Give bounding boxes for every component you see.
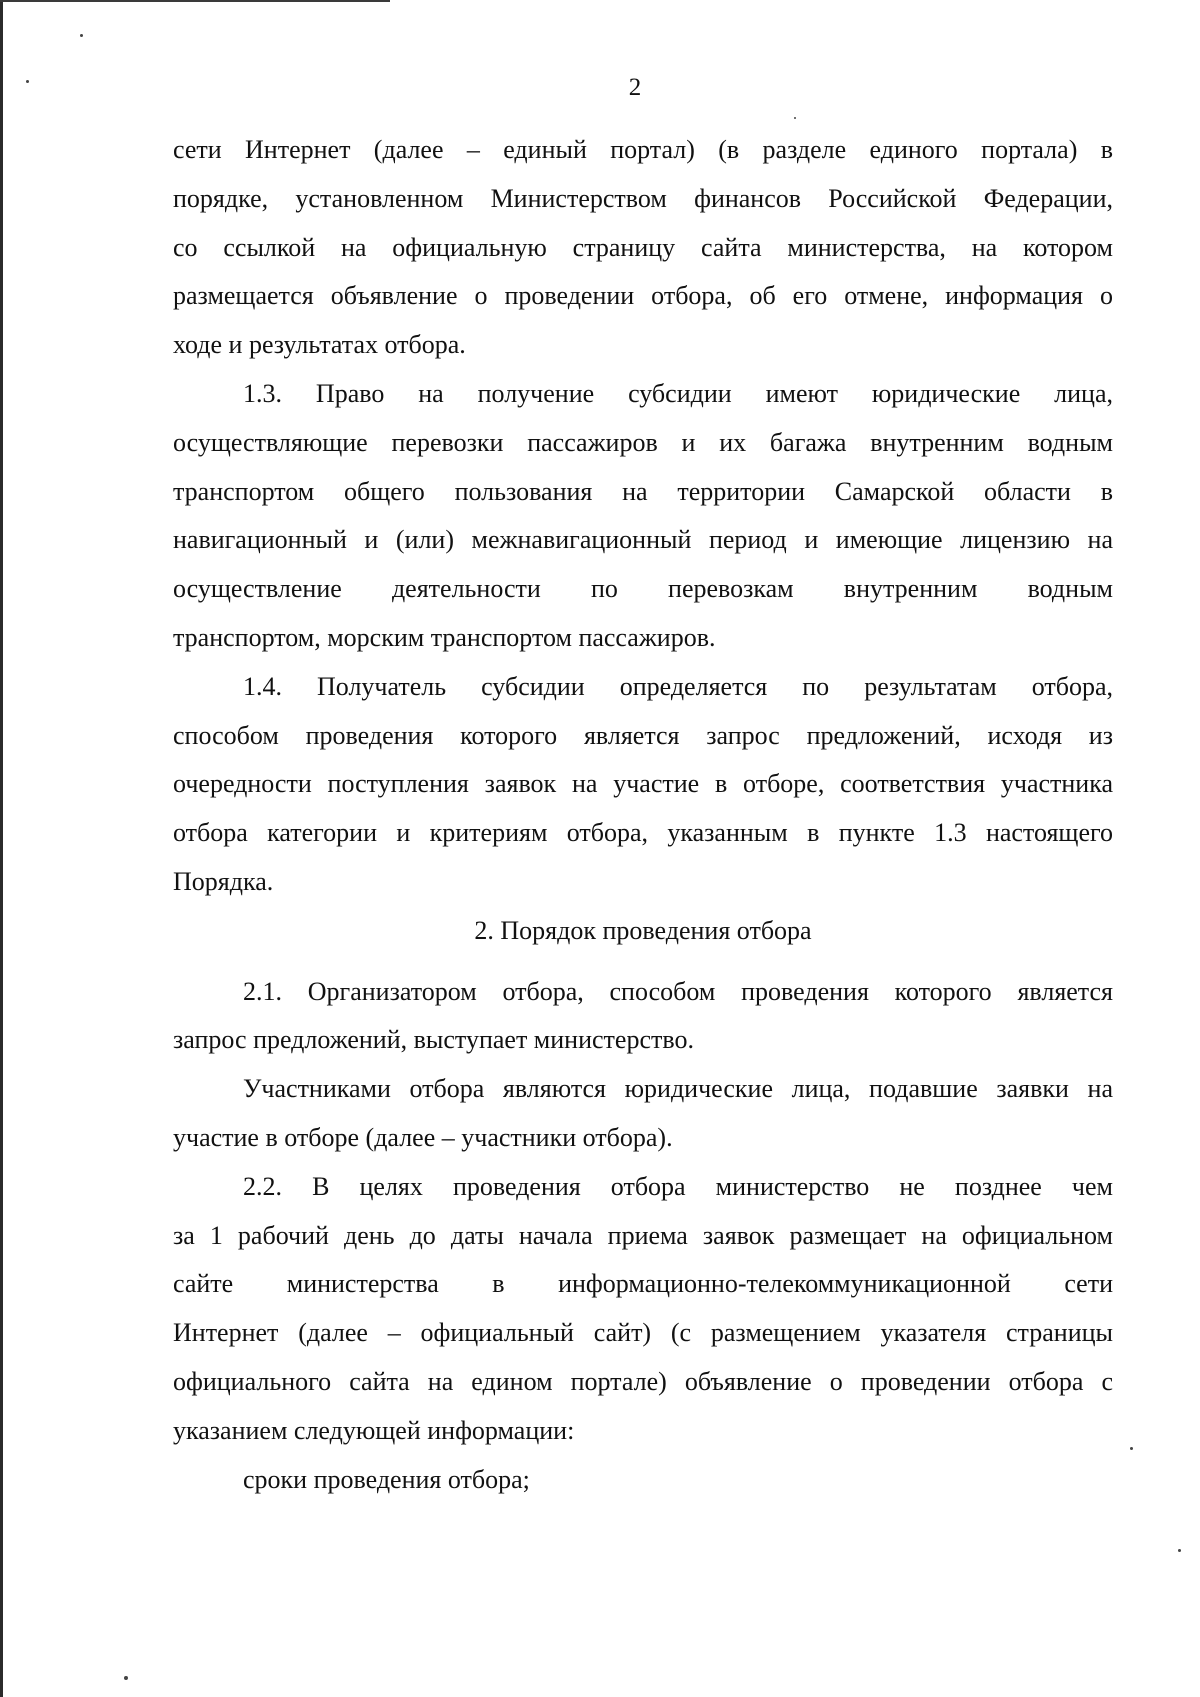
text-line: указанием следующей информации:	[173, 1415, 575, 1445]
scan-speck	[794, 117, 796, 119]
scan-speck	[1130, 1447, 1133, 1450]
text-line: Порядка.	[173, 866, 274, 896]
text-line: со ссылкой на официальную страницу сайта министерства, на котором	[173, 232, 1113, 262]
text-line: транспортом, морским транспортом пассажиров.	[173, 622, 716, 652]
text-line: 2.1. Организатором отбора, способом проведения которого является	[243, 976, 1113, 1006]
text-line: ходе и результатах отбора.	[173, 330, 466, 360]
text-line: очередности поступления заявок на участие в отборе, соответствия участника	[173, 769, 1113, 799]
scan-speck	[124, 1676, 128, 1680]
text-line: запрос предложений, выступает министерство.	[173, 1025, 694, 1055]
text-line: порядке, установленном Министерством финансов Российской Федерации,	[173, 183, 1113, 213]
text-line: сайте министерства в информационно-телекоммуникационной сети	[173, 1269, 1113, 1299]
text-line: способом проведения которого является запрос предложений, исходя из	[173, 720, 1113, 750]
text-line: навигационный и (или) межнавигационный период и имеющие лицензию на	[173, 525, 1113, 555]
text-line: за 1 рабочий день до даты начала приема заявок размещает на официальном	[173, 1220, 1113, 1250]
text-line: сроки проведения отбора;	[243, 1464, 530, 1494]
text-line: осуществление деятельности по перевозкам внутренним водным	[173, 574, 1113, 604]
section-heading: 2. Порядок проведения отбора	[474, 915, 812, 945]
text-line: 2.2. В целях проведения отбора министерство не позднее чем	[243, 1171, 1113, 1201]
text-line: участие в отборе (далее – участники отбора).	[173, 1122, 673, 1152]
text-line: 1.3. Право на получение субсидии имеют юридические лица,	[243, 378, 1113, 408]
scan-speck	[1178, 1549, 1181, 1552]
scan-speck	[80, 34, 83, 37]
text-line: 1.4. Получатель субсидии определяется по результатам отбора,	[243, 671, 1113, 701]
text-line: сети Интернет (далее – единый портал) (в разделе единого портала) в	[173, 135, 1113, 164]
page-number: 2	[628, 74, 642, 101]
text-line: транспортом общего пользования на территории Самарской области в	[173, 476, 1113, 506]
text-line: Участниками отбора являются юридические лица, подавшие заявки на	[243, 1074, 1113, 1104]
text-line: размещается объявление о проведении отбора, об его отмене, информация о	[173, 281, 1113, 311]
text-line: осуществляющие перевозки пассажиров и их багажа внутренним водным	[173, 427, 1113, 457]
scan-edge-top	[0, 0, 390, 2]
document-body	[173, 126, 1113, 1504]
text-line: отбора категории и критериям отбора, указанным в пункте 1.3 настоящего	[173, 818, 1113, 848]
text-line: Интернет (далее – официальный сайт) (с размещением указателя страницы	[173, 1318, 1113, 1348]
text-line: официального сайта на едином портале) объявление о проведении отбора с	[173, 1366, 1113, 1396]
scan-edge-left	[0, 0, 3, 1697]
